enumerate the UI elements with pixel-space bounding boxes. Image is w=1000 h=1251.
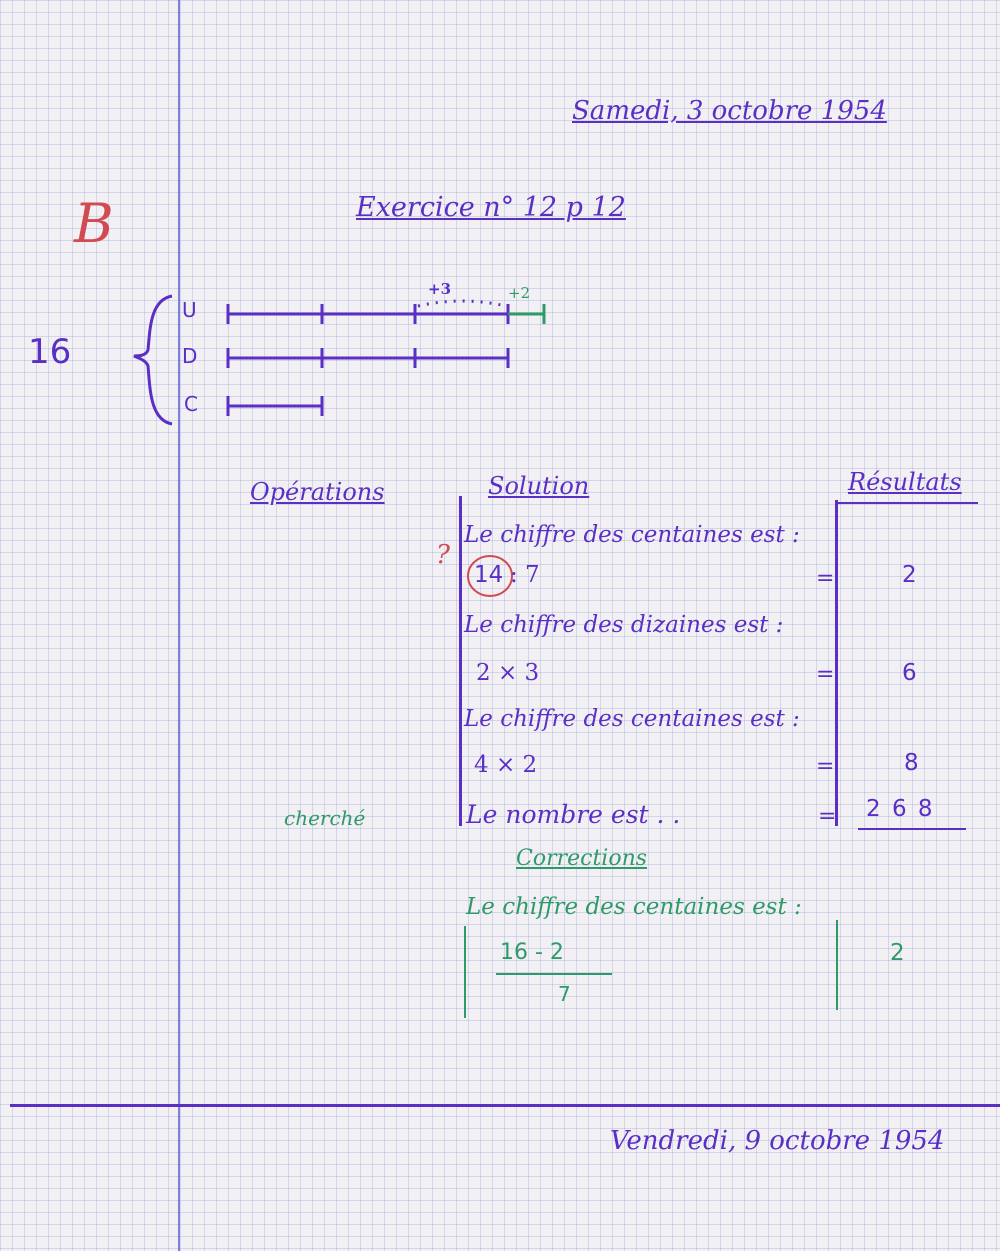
corrections-result: 2 <box>890 940 905 966</box>
solution-line: Le chiffre des centaines est : <box>464 522 800 548</box>
label-hundreds: C <box>184 392 198 416</box>
annotation-plus-three: +3 <box>428 280 452 298</box>
solution-line: 4 × 2 <box>474 752 538 778</box>
result-value: 2 <box>902 562 917 588</box>
solution-right-bar <box>835 500 838 826</box>
heading-operations: Opérations <box>250 478 385 506</box>
total-number: 16 <box>28 332 72 372</box>
margin-note: cherché <box>284 806 366 830</box>
solution-line: 2 × 3 <box>476 660 540 686</box>
equals-sign: = <box>816 662 835 687</box>
question-mark: ? <box>436 540 450 570</box>
equals-sign: = <box>816 566 835 591</box>
annotation-plus-two: +2 <box>508 284 531 302</box>
final-number: 2 6 8 <box>866 796 935 822</box>
solution-line: Le chiffre des centaines est : <box>464 706 800 732</box>
circled-number: 14 <box>474 562 504 588</box>
fraction-denominator: 7 <box>558 982 571 1006</box>
heading-solution: Solution <box>488 472 590 500</box>
teacher-grade: B <box>74 192 114 255</box>
results-underline <box>836 502 978 504</box>
equals-sign: = <box>818 804 837 829</box>
fraction-numerator: 16 - 2 <box>500 940 564 965</box>
result-value: 6 <box>902 660 917 686</box>
exercise-title: Exercice n° 12 p 12 <box>356 192 626 223</box>
dotted-arc <box>418 301 506 306</box>
corrections-line: Le chiffre des centaines est : <box>466 894 802 920</box>
heading-results: Résultats <box>848 468 962 496</box>
solution-left-bar <box>459 496 462 826</box>
curly-brace <box>134 296 172 424</box>
final-underline <box>858 828 966 830</box>
result-value: 8 <box>904 750 919 776</box>
equals-sign: = <box>816 754 835 779</box>
solution-line: Le chiffre des dizaines est : <box>464 612 784 638</box>
corrections-right-bar <box>836 920 838 1010</box>
corrections-heading: Corrections <box>516 846 648 871</box>
solution-line: : 7 <box>510 562 540 588</box>
page-date: Samedi, 3 octobre 1954 <box>572 96 887 126</box>
label-tens: D <box>182 344 198 368</box>
footer-date: Vendredi, 9 octobre 1954 <box>610 1126 945 1156</box>
label-units: U <box>182 298 197 322</box>
corrections-left-bar <box>464 926 466 1018</box>
day-separator-line <box>10 1104 1000 1107</box>
solution-line: Le nombre est . . <box>466 800 681 829</box>
